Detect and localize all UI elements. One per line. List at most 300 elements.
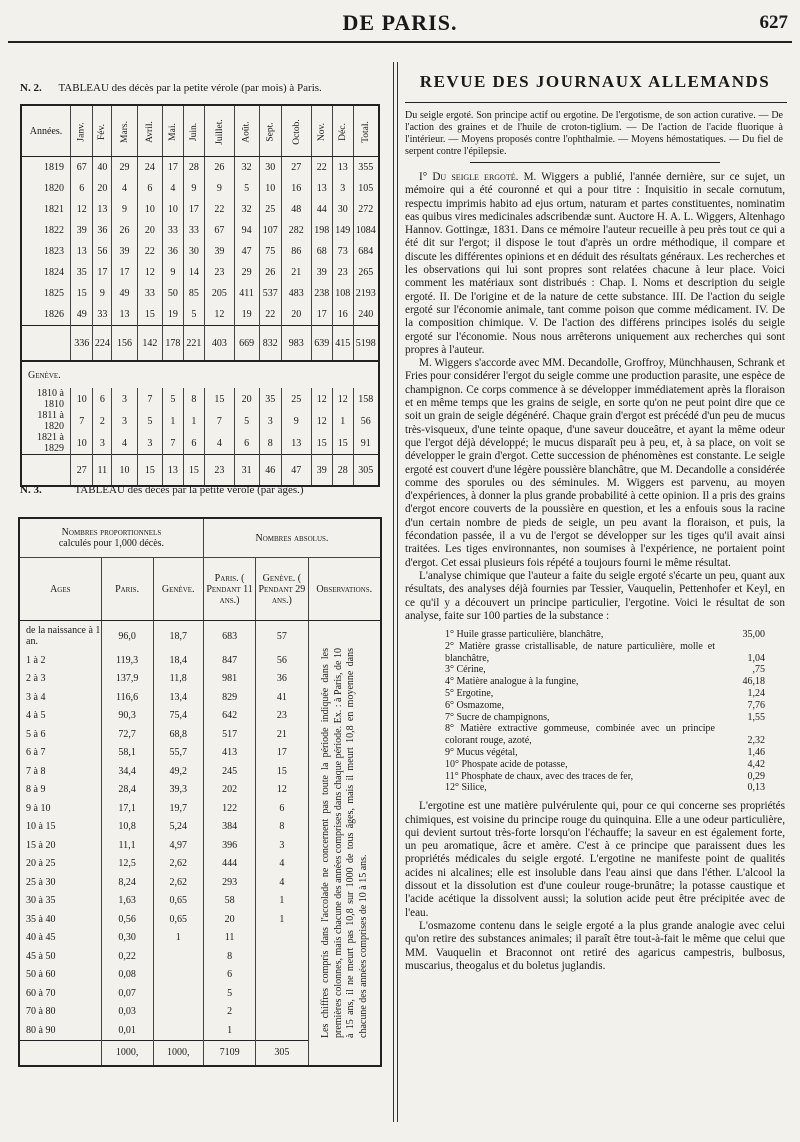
composition-value: 2,32: [747, 735, 765, 747]
table-cell: 105: [353, 178, 379, 199]
table-cell: 20: [203, 910, 255, 929]
table-cell: 44: [311, 199, 332, 220]
heading-rule: [405, 102, 787, 103]
table-cell: 25: [259, 199, 282, 220]
table-cell: 4 à 5: [26, 710, 46, 722]
table-cell: 1824: [44, 267, 64, 278]
table-cell: 15: [71, 283, 93, 304]
table-cell: 245: [203, 762, 255, 781]
table2-header-row: [19, 558, 381, 621]
table-cell: 205: [205, 283, 235, 304]
table-cell: 25 à 30: [26, 876, 56, 888]
composition-value: 0,13: [747, 782, 765, 794]
table1-col-header-label: Janv.: [76, 121, 87, 142]
table-cell: [256, 1003, 308, 1022]
table-cell: 1: [153, 929, 203, 948]
table-cell: 1825: [44, 288, 64, 299]
composition-label: 12° Silice,: [445, 782, 487, 794]
header-proportional-sub: calculés pour 1,000 décès.: [58, 538, 165, 549]
table-cell: 9: [93, 283, 112, 304]
table-cell: 56: [256, 651, 308, 670]
table-cell: 5,24: [153, 818, 203, 837]
table1-col-header-label: Août.: [241, 120, 252, 143]
running-title: DE PARIS.: [342, 10, 458, 35]
table-cell: 15: [137, 455, 162, 487]
table-cell: 0,07: [101, 984, 153, 1003]
table-cell: 6 à 7: [26, 747, 46, 759]
table-cell: 21: [256, 725, 308, 744]
composition-label: 3° Cérine,: [445, 664, 486, 676]
table-cell: 7: [71, 410, 93, 432]
table-cell: 537: [259, 283, 282, 304]
table-cell: 3 à 4: [26, 691, 46, 703]
table1-col-header-label: Avril.: [144, 120, 155, 143]
table1-row: [21, 262, 379, 283]
table-cell: 39: [205, 241, 235, 262]
table-cell: 35 à 40: [26, 913, 56, 925]
table-cell: 1: [332, 410, 353, 432]
table-cell: [19, 1040, 101, 1066]
table-cell: 47: [282, 455, 312, 487]
table-cell: 1822: [44, 225, 64, 236]
table-cell: [153, 966, 203, 985]
table-cell: 7109: [203, 1040, 255, 1066]
table1-col-header-label: Sept.: [265, 121, 276, 142]
table-cell: 11,8: [153, 670, 203, 689]
table-cell: 221: [183, 326, 204, 362]
table-cell: 36: [256, 670, 308, 689]
table-cell: 49: [112, 283, 137, 304]
table-cell: 642: [203, 707, 255, 726]
table-cell: 17,1: [101, 799, 153, 818]
table2-row: [19, 621, 381, 652]
table2-body: [19, 621, 381, 1066]
table-cell: 41: [256, 688, 308, 707]
table-cell: 0,01: [101, 1021, 153, 1040]
table-cell: 10: [163, 199, 184, 220]
table-cell: [153, 947, 203, 966]
table1-col-header-label: Déc.: [337, 122, 348, 141]
table-cell: 8: [203, 947, 255, 966]
table-cell: 517: [203, 725, 255, 744]
page-header: [0, 0, 800, 40]
table-cell: 35: [259, 388, 282, 410]
table-cell: 4: [163, 178, 184, 199]
table-cell: 86: [282, 241, 312, 262]
table-cell: 4,97: [153, 836, 203, 855]
table-cell: 57: [256, 621, 308, 652]
table-cell: 12,5: [101, 855, 153, 874]
table-cell: 12: [311, 410, 332, 432]
composition-item: [445, 688, 765, 700]
table-cell: 0,08: [101, 966, 153, 985]
table-cell: 832: [259, 326, 282, 362]
table-cell: 5198: [353, 326, 379, 362]
table-cell: 10: [112, 455, 137, 487]
table-cell: 0,22: [101, 947, 153, 966]
table-cell: 27: [71, 455, 93, 487]
table-cell: [256, 966, 308, 985]
table-cell: 0,65: [153, 910, 203, 929]
table-cell: 9: [112, 199, 137, 220]
table-cell: 5: [234, 178, 259, 199]
table-cell: 1: [163, 410, 184, 432]
table-cell: 7 à 8: [26, 765, 46, 777]
table-cell: 12: [71, 199, 93, 220]
header-proportional: [19, 518, 203, 558]
table-cell: 13: [112, 304, 137, 326]
table-cell: 27: [282, 157, 312, 179]
table-cell: 23: [256, 707, 308, 726]
table-cell: 68,8: [153, 725, 203, 744]
review-body: [405, 168, 785, 973]
table-cell: 282: [282, 220, 312, 241]
table-cell: 119,3: [101, 651, 153, 670]
table-cell: 39: [311, 262, 332, 283]
table1-col-header: [311, 105, 332, 157]
table-cell: 94: [234, 220, 259, 241]
table-cell: 5: [163, 388, 184, 410]
table2-caption: [20, 484, 304, 496]
table-cell: 6: [137, 178, 162, 199]
table1-section-row: [21, 361, 379, 388]
table-cell: 1: [256, 892, 308, 911]
table-cell: 20: [93, 178, 112, 199]
table-cell: 202: [203, 781, 255, 800]
table-cell: 48: [282, 199, 312, 220]
table-cell: 75,4: [153, 707, 203, 726]
table-cell: 16: [282, 178, 312, 199]
table-cell: 17: [256, 744, 308, 763]
table-cell: 26: [112, 220, 137, 241]
table-cell: 8 à 9: [26, 784, 46, 796]
table-cell: 10: [259, 178, 282, 199]
table-cell: 4: [112, 432, 137, 455]
header-absolute: Nombres absolus.: [203, 518, 381, 558]
table-cell: 355: [353, 157, 379, 179]
table-cell: 1084: [353, 220, 379, 241]
table-cell: 20: [282, 304, 312, 326]
table-cell: 149: [332, 220, 353, 241]
composition-label: 7° Sucre de champignons,: [445, 711, 550, 723]
table-cell: 28: [183, 157, 204, 179]
table-cell: 58: [203, 892, 255, 911]
table-cell: [153, 1021, 203, 1040]
header-proportional-label: Nombres proportionnels: [61, 527, 162, 538]
table-cell: 2193: [353, 283, 379, 304]
table1-row: [21, 157, 379, 179]
table-cell: 39: [311, 455, 332, 487]
table-cell: 8: [256, 818, 308, 837]
table-cell: 9 à 10: [26, 802, 51, 814]
table-cell: 13: [71, 241, 93, 262]
table1-col-header: [205, 105, 235, 157]
composition-value: 46,18: [742, 676, 765, 688]
table-cell: 2,62: [153, 873, 203, 892]
table-cell: 73: [332, 241, 353, 262]
table-cell: 45 à 50: [26, 950, 56, 962]
table2-number: N. 3.: [20, 484, 42, 496]
table1-col-header: [259, 105, 282, 157]
table-cell: 13: [332, 157, 353, 179]
table1-col-header-label: Nov.: [316, 122, 327, 141]
table-cell: 25: [282, 388, 312, 410]
header-rule: [8, 41, 792, 43]
table-cell: 2: [93, 410, 112, 432]
table-cell: 22: [205, 199, 235, 220]
composition-item: [445, 641, 765, 665]
table-cell: 24: [137, 157, 162, 179]
table-cell: 240: [353, 304, 379, 326]
table-cell: 15: [205, 388, 235, 410]
table-cell: 56: [93, 241, 112, 262]
header-geneve: Genève.: [153, 558, 203, 621]
table-cell: 29: [112, 157, 137, 179]
table-cell: 47: [234, 241, 259, 262]
table-cell: 6: [234, 432, 259, 455]
table-cell: [153, 1003, 203, 1022]
table-cell: 9: [282, 410, 312, 432]
composition-item: [445, 747, 765, 759]
table-cell: 70 à 80: [26, 1006, 56, 1018]
table-cell: 1: [203, 1021, 255, 1040]
table-cell: 1819: [44, 162, 64, 173]
table-cell: 1821 à 1829: [37, 432, 64, 454]
table-cell: 7: [137, 388, 162, 410]
paragraph-1-lead: I° Du seigle ergoté.: [419, 171, 519, 183]
table-cell: 40: [93, 157, 112, 179]
table-cell: 46: [259, 455, 282, 487]
table-cell: 142: [137, 326, 162, 362]
table-cell: 19: [234, 304, 259, 326]
composition-value: 1,04: [747, 652, 765, 664]
table1-geneve-row: [21, 388, 379, 410]
table-cell: [21, 326, 71, 362]
table-cell: 15 à 20: [26, 839, 56, 851]
table-cell: 32: [234, 157, 259, 179]
table1-col-header: [234, 105, 259, 157]
composition-label: 10° Phospate acide de potasse,: [445, 758, 568, 770]
table-cell: 156: [112, 326, 137, 362]
table1-geneve-total-row: [21, 455, 379, 487]
composition-item: [445, 629, 765, 641]
header-observations: Observations.: [308, 558, 381, 621]
table1-row: [21, 283, 379, 304]
table-cell: 3: [112, 388, 137, 410]
table-cell: 13: [311, 178, 332, 199]
table1-row: [21, 199, 379, 220]
table1-row: [21, 304, 379, 326]
table-cell: [256, 947, 308, 966]
composition-value: 7,76: [747, 699, 765, 711]
table-cell: 31: [234, 455, 259, 487]
table1-col-header: [353, 105, 379, 157]
table-cell: 26: [205, 157, 235, 179]
table1-caption: [20, 82, 322, 94]
table-cell: 17: [311, 304, 332, 326]
table-cell: 2: [203, 1003, 255, 1022]
composition-item: [445, 664, 765, 676]
table-cell: 10: [71, 432, 93, 455]
table-cell: 12: [205, 304, 235, 326]
paragraph-1: [405, 171, 785, 357]
table-cell: 6: [93, 388, 112, 410]
table-cell: 178: [163, 326, 184, 362]
page-number: 627: [759, 12, 788, 33]
table-cell: 1 à 2: [26, 654, 46, 666]
table-cell: 1826: [44, 309, 64, 320]
table1-row: [21, 220, 379, 241]
table-cell: 17: [112, 262, 137, 283]
header-paris-abs: Paris. ( Pendant 11 ans.): [203, 558, 255, 621]
table-cell: 415: [332, 326, 353, 362]
table-cell: 13,4: [153, 688, 203, 707]
table-cell: 6: [183, 432, 204, 455]
table-cell: 85: [183, 283, 204, 304]
table-cell: 293: [203, 873, 255, 892]
table-cell: 6: [203, 966, 255, 985]
table-cell: [21, 455, 71, 487]
table-cell: [153, 984, 203, 1003]
table-cell: 158: [353, 388, 379, 410]
table-cell: 23: [205, 455, 235, 487]
table-deaths-by-month: [20, 104, 380, 487]
observation-text: Les chiffres compris dans l'accolade ne concernent pas toute la période indiquée dans les premières colonnes, mais chacune des années comprises dans chaque période. Ex. : à Paris, de 10 à 15 ans, il ne meurt pas 10,8 sur 1000 de tous âges, mais il meurt 10,8 en moyenne dans chacune des années comprises de 10 à 15 ans.: [319, 647, 369, 1038]
table-cell: 4: [205, 432, 235, 455]
table-cell: 411: [234, 283, 259, 304]
table-cell: 17: [183, 199, 204, 220]
table-cell: 336: [71, 326, 93, 362]
table-cell: 1: [256, 910, 308, 929]
composition-label: 6° Osmazome,: [445, 699, 504, 711]
table-cell: [256, 984, 308, 1003]
composition-value: 1,24: [747, 688, 765, 700]
paragraph-4: L'ergotine est une matière pulvérulente qui, pour ce qui concerne ses propriétés chimiques, est voisine du principe rouge du quinquina. Elle a une odeur particulière, qui devient surtout très-forte lorsqu'on l'échauffe; la saveur en est également forte, un peu aromatique, âcre et amère. C'est à ce principe que paraissent dues les propriétés médicales du seigle ergoté. L'ergotine ne manifeste point de qualités acides ni alcalines; elle est insoluble dans l'eau ainsi que dans l'éther. L'alcool la dissout et la dissolution est d'une couleur rouge-brunâtre; la potasse caustique et l'acide acétique la dissolvent aussi; la solution acide peut être précipitée avec de l'eau.: [405, 800, 785, 919]
table1-col-header: [332, 105, 353, 157]
table-cell: 5: [137, 410, 162, 432]
table1-col-header: [71, 105, 93, 157]
table-cell: 12: [311, 388, 332, 410]
table-cell: 33: [93, 304, 112, 326]
table-cell: 55,7: [153, 744, 203, 763]
table1-col-header: [183, 105, 204, 157]
table-cell: 13: [282, 432, 312, 455]
table1-col-header-label: Mars.: [119, 120, 130, 143]
table-cell: 36: [163, 241, 184, 262]
table-cell: 90,3: [101, 707, 153, 726]
table-cell: [256, 929, 308, 948]
table-cell: 5: [183, 304, 204, 326]
composition-list: [445, 629, 765, 794]
table-cell: 15: [311, 432, 332, 455]
table-cell: 33: [183, 220, 204, 241]
table-cell: 19: [163, 304, 184, 326]
table-cell: 32: [234, 199, 259, 220]
table-cell: 35: [71, 262, 93, 283]
table-cell: 1811 à 1820: [37, 410, 64, 432]
table-cell: 5: [203, 984, 255, 1003]
table-cell: 22: [259, 304, 282, 326]
table-cell: 50 à 60: [26, 969, 56, 981]
table-deaths-by-age: [18, 517, 382, 1067]
table-cell: 49,2: [153, 762, 203, 781]
table-cell: 305: [256, 1040, 308, 1066]
table-cell: 33: [163, 220, 184, 241]
table-cell: 9: [163, 262, 184, 283]
table-cell: 72,7: [101, 725, 153, 744]
table-cell: 28: [332, 455, 353, 487]
table-cell: 14: [183, 262, 204, 283]
table-cell: 49: [71, 304, 93, 326]
table-cell: 683: [203, 621, 255, 652]
table1-header-row: [21, 105, 379, 157]
table-cell: 0,03: [101, 1003, 153, 1022]
table-cell: 15: [137, 304, 162, 326]
table-cell: 17: [93, 262, 112, 283]
table-cell: 2,62: [153, 855, 203, 874]
observation-cell: [308, 621, 381, 1066]
paragraph-5: L'osmazome contenu dans le seigle ergoté a la plus grande analogie avec celui qu'on retire des substances animales; il paraît être tout-à-fait le même que celui que MM. Vauquelin et Braconnot ont retiré des agaricus campestris, bulbosus, muscarius, theogalus et du boletus juglandis.: [405, 919, 785, 972]
header-ages: Ages: [19, 558, 101, 621]
table-cell: 3: [112, 410, 137, 432]
table-cell: 3: [93, 432, 112, 455]
composition-value: 1,46: [747, 747, 765, 759]
table-cell: 23: [332, 262, 353, 283]
table-cell: 39,3: [153, 781, 203, 800]
table-cell: 13: [93, 199, 112, 220]
header-paris: Paris.: [101, 558, 153, 621]
table1-geneve-row: [21, 432, 379, 455]
table-cell: 684: [353, 241, 379, 262]
table-cell: 12: [332, 388, 353, 410]
review-summary: Du seigle ergoté. Son principe actif ou ergotine. De l'ergotisme, de son action curative. — De l'action des graines et de l'huile de croton-tiglium. — De l'action de l'acide fluorique à l'intérieur. — Moyens proposés contre l'ophthalmie. — Moyens hémostatiques. — Du fiel de serpent contre l'épilepsie.: [405, 110, 783, 157]
table-cell: 107: [259, 220, 282, 241]
table-cell: 11,1: [101, 836, 153, 855]
column-rule-inner: [397, 62, 398, 1122]
table-cell: 60 à 70: [26, 987, 56, 999]
table-cell: 0,65: [153, 892, 203, 911]
composition-label: 5° Ergotine,: [445, 688, 494, 700]
table1-body: [21, 157, 379, 487]
table1-total-row: [21, 326, 379, 362]
table-cell: 29: [234, 262, 259, 283]
table-cell: 9: [183, 178, 204, 199]
table-cell: 847: [203, 651, 255, 670]
composition-label: 4° Matière analogue à la fungine,: [445, 676, 579, 688]
table-cell: 11: [93, 455, 112, 487]
table-cell: 7: [163, 432, 184, 455]
table-cell: 6: [256, 799, 308, 818]
table1-col-header: Années.: [21, 105, 71, 157]
table-cell: 396: [203, 836, 255, 855]
table-cell: 1000,: [153, 1040, 203, 1066]
table-cell: 36: [93, 220, 112, 241]
table-cell: 4: [112, 178, 137, 199]
composition-item: [445, 700, 765, 712]
header-geneve-abs: Genève. ( Pendant 29 ans.): [256, 558, 308, 621]
table-cell: 8: [259, 432, 282, 455]
composition-label: 9° Mucus végétal,: [445, 747, 518, 759]
table2-header-group: [19, 518, 381, 558]
composition-value: ,75: [752, 664, 765, 676]
composition-item: [445, 771, 765, 783]
table2-title: TABLEAU des décès par la petite vérole (par âges.): [74, 484, 304, 496]
summary-rule: [470, 162, 720, 163]
table-cell: 13: [163, 455, 184, 487]
table-cell: 116,6: [101, 688, 153, 707]
table-cell: 5 à 6: [26, 728, 46, 740]
table-cell: 6: [71, 178, 93, 199]
